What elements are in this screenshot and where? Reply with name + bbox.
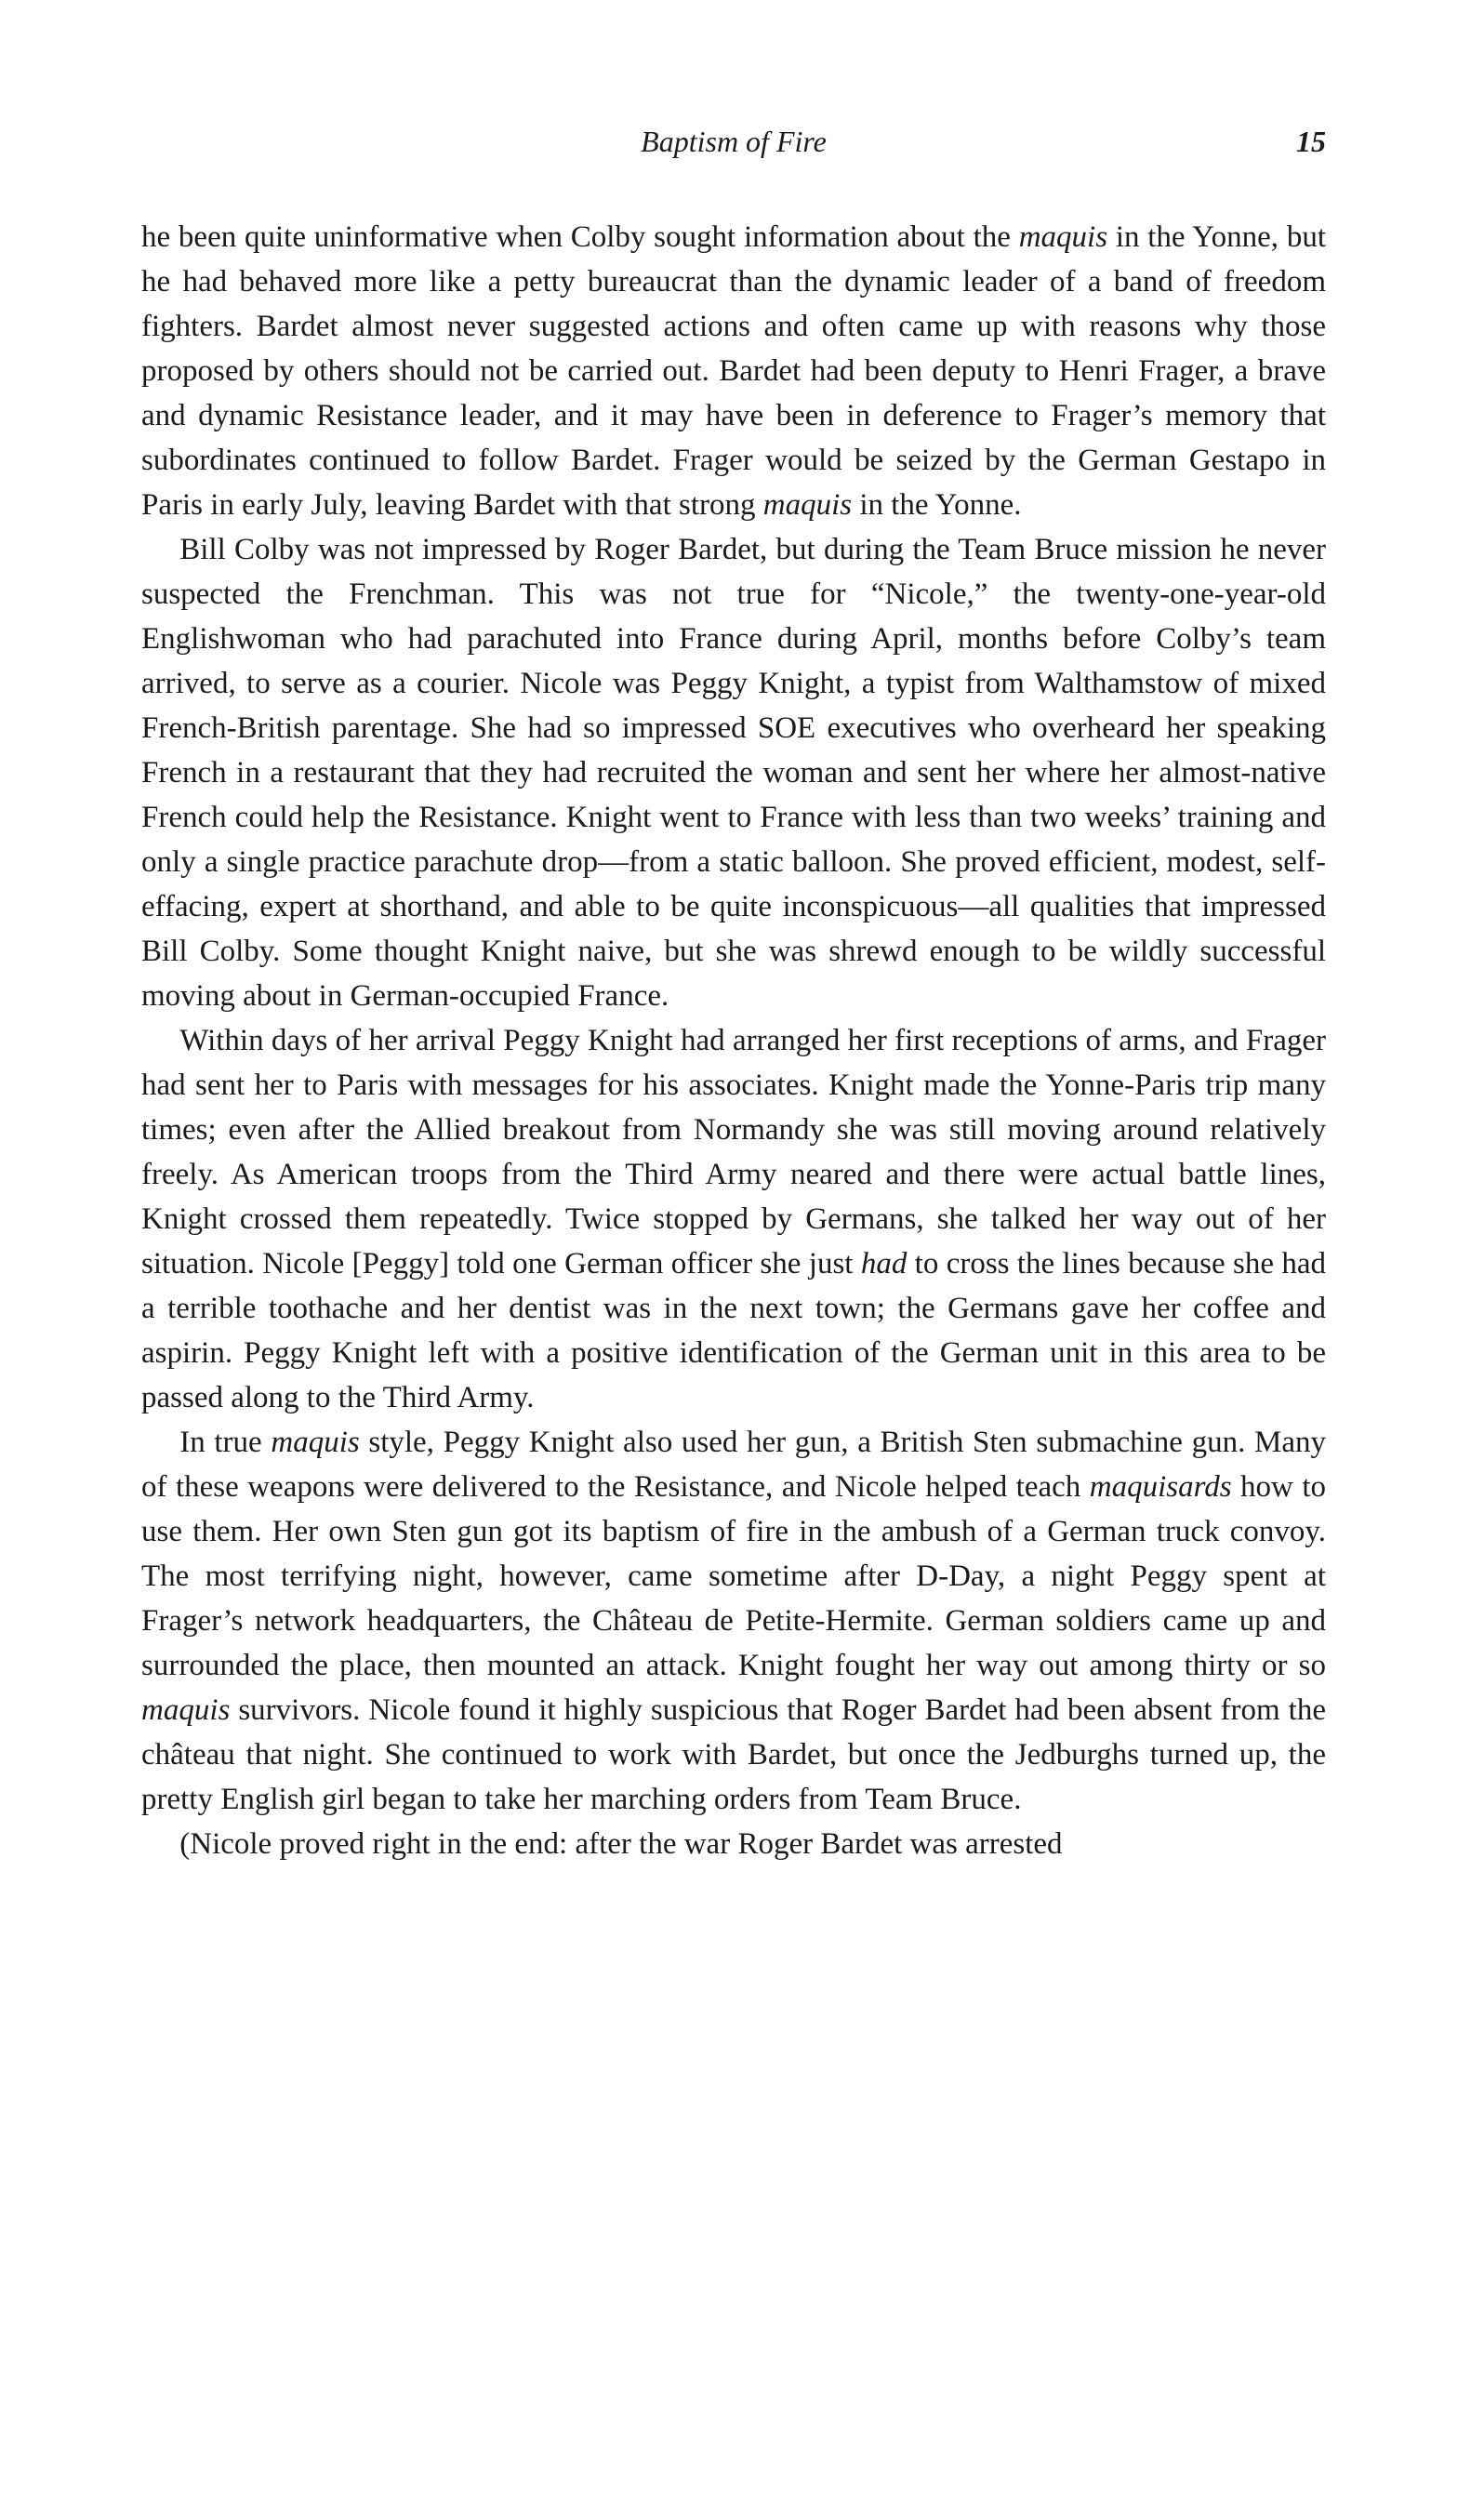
paragraph <box>141 1018 1326 1420</box>
text-run: Bill Colby was not impressed by Roger Bardet, but during the Team Bruce mission he never suspected the Frenchman. This was not true for “Nicole,” the twenty-one-year-old Englishwoman who had parachuted into France during April, months before Colby’s team arrived, to serve as a courier. Nicole was Peggy Knight, a typist from Walthamstow of mixed French-British parentage. She had so impressed SOE executives who overheard her speaking French in a restaurant that they had recruited the woman and sent her where her almost-native French could help the Resistance. Knight went to France with less than two weeks’ training and only a single practice parachute drop—from a static balloon. She proved efficient, modest, self-effacing, expert at shorthand, and able to be quite inconspicuous—all qualities that impressed Bill Colby. Some thought Knight naive, but she was shrewd enough to be wildly successful moving about in German-occupied France. <box>141 533 1326 1013</box>
italic-text: had <box>860 1247 908 1281</box>
text-run: he been quite uninformative when Colby sought information about the <box>141 220 1019 254</box>
italic-text: maquis <box>1018 220 1108 254</box>
text-run: in the Yonne, but he had behaved more like a petty bureaucrat than the dynamic leader of a band of freedom fighters. Bardet almost never suggested actions and often came up with reasons why those proposed by others should not be carried out. Bardet had been deputy to Henri Frager, a brave and dynamic Resistance leader, and it may have been in deference to Frager’s memory that subordinates continued to follow Bardet. Frager would be seized by the German Gestapo in Paris in early July, leaving Bardet with that strong <box>141 220 1326 522</box>
running-title: Baptism of Fire <box>641 125 827 158</box>
page-header <box>141 119 1326 164</box>
paragraph <box>141 1420 1326 1822</box>
text-run: how to use them. Her own Sten gun got its baptism of fire in the ambush of a German truck convoy. The most terrifying night, however, came sometime after D-Day, a night Peggy spent at Frager’s network headquarters, the Château de Petite-Hermite. German soldiers came up and surrounded the place, then mounted an attack. Knight fought her way out among thirty or so <box>141 1470 1327 1682</box>
text-run: in the Yonne. <box>852 488 1022 522</box>
page-body <box>141 215 1326 1866</box>
italic-text: maquis <box>271 1426 360 1459</box>
page-number: 15 <box>1296 125 1326 158</box>
italic-text: maquisards <box>1089 1470 1232 1504</box>
text-run: (Nicole proved right in the end: after the war Roger Bardet was arrested <box>179 1827 1063 1861</box>
paragraph <box>141 215 1326 527</box>
text-run: style, Peggy Knight also used her gun, a British Sten submachine gun. Many of these weapons were delivered to the Resistance, and Nicole helped teach <box>141 1426 1326 1504</box>
text-run: Within days of her arrival Peggy Knight had arranged her first receptions of arms, and Frager had sent her to Paris with messages for his associates. Knight made the Yonne-Paris trip many times; even after the Allied breakout from Normandy she was still moving around relatively freely. As American troops from the Third Army neared and there were actual battle lines, Knight crossed them repeatedly. Twice stopped by Germans, she talked her way out of her situation. Nicole [Peggy] told one German officer she just <box>141 1024 1326 1281</box>
italic-text: maquis <box>141 1693 231 1727</box>
italic-text: maquis <box>762 488 853 522</box>
paragraph <box>141 527 1326 1018</box>
text-run: to cross the lines because she had a terrible toothache and her dentist was in the next town; the Germans gave her coffee and aspirin. Peggy Knight left with a positive identification of the German unit in this area to be passed along to the Third Army. <box>141 1247 1327 1414</box>
text-run: survivors. Nicole found it highly suspicious that Roger Bardet had been absent from the château that night. She continued to work with Bardet, but once the Jedburghs turned up, the pretty English girl began to take her marching orders from Team Bruce. <box>141 1693 1326 1816</box>
paragraph <box>141 1822 1326 1866</box>
text-run: In true <box>179 1426 272 1459</box>
